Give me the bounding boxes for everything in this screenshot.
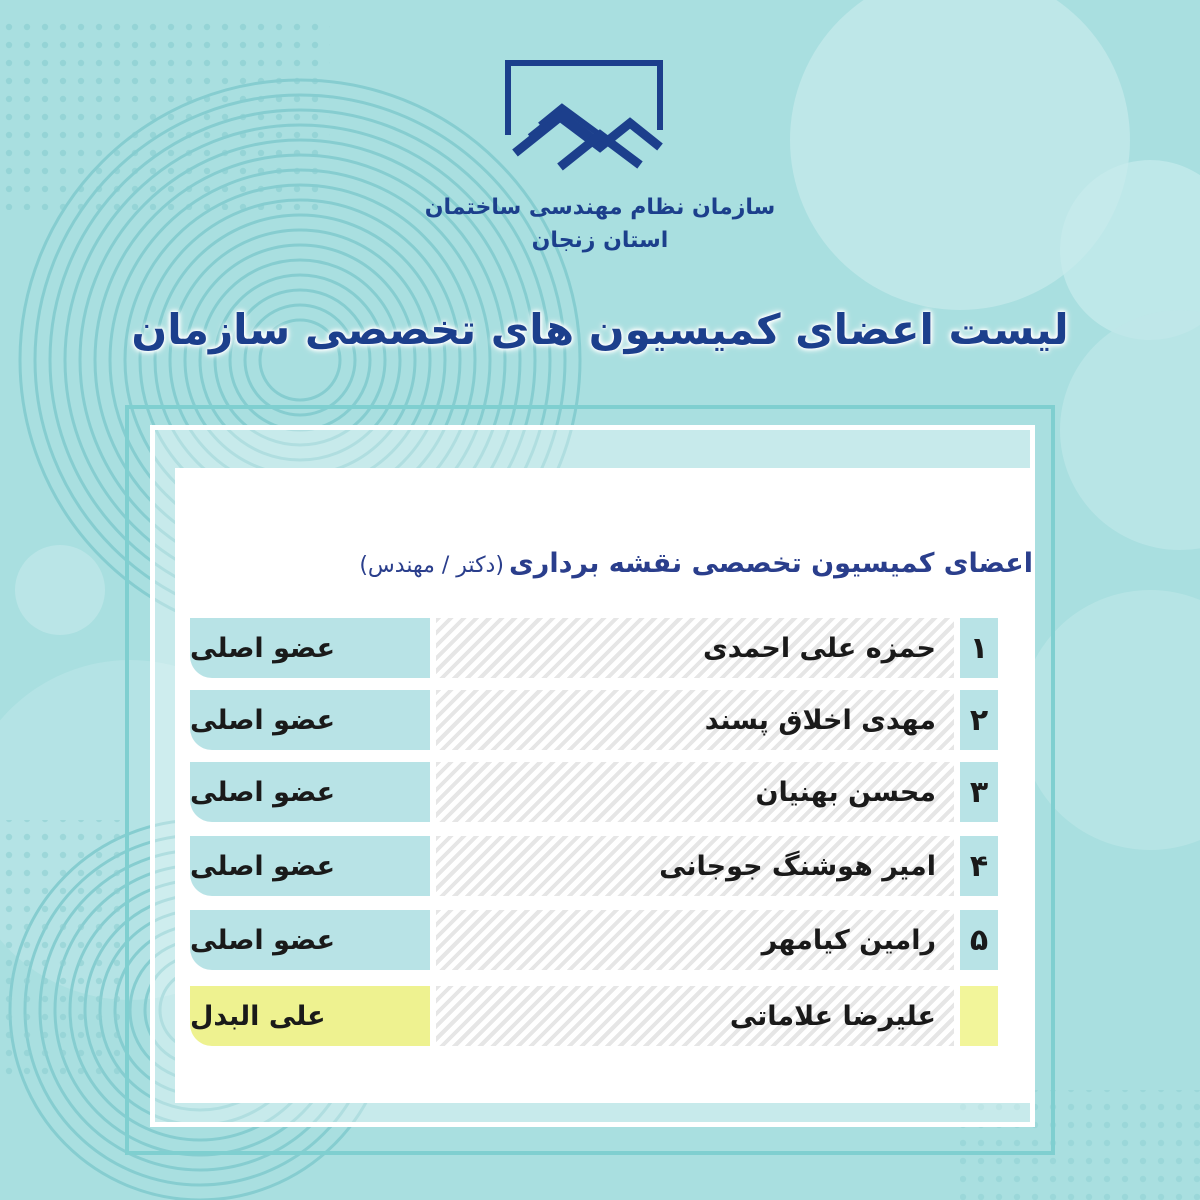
table-row — [190, 618, 998, 678]
row-number: ۱ — [960, 618, 998, 678]
page-title: لیست اعضای کمیسیون های تخصصی سازمان — [131, 305, 1069, 354]
table-row — [190, 836, 998, 896]
member-role: عضو اصلی — [190, 762, 430, 822]
table-row — [190, 910, 998, 970]
row-number — [960, 986, 998, 1046]
member-role: علی البدل — [190, 986, 430, 1046]
member-name: حمزه علی احمدی — [436, 618, 954, 678]
row-number: ۳ — [960, 762, 998, 822]
member-role: عضو اصلی — [190, 910, 430, 970]
organization-name: سازمان نظام مهندسی ساختمان — [424, 195, 776, 220]
row-number: ۴ — [960, 836, 998, 896]
member-role: عضو اصلی — [190, 690, 430, 750]
table-row — [190, 690, 998, 750]
row-number: ۵ — [960, 910, 998, 970]
table-row-alternate — [190, 986, 998, 1046]
member-name: رامین کیامهر — [436, 910, 954, 970]
member-name: علیرضا علاماتی — [436, 986, 954, 1046]
member-role: عضو اصلی — [190, 836, 430, 896]
committee-subtitle: (دکتر / مهندس) — [359, 553, 504, 578]
member-name: مهدی اخلاق پسند — [436, 690, 954, 750]
member-name: محسن بهنیان — [436, 762, 954, 822]
members-panel — [175, 468, 1033, 1103]
panel-heading — [193, 548, 1033, 579]
committee-title: اعضای کمیسیون تخصصی نقشه برداری — [509, 548, 1033, 579]
building-roof-logo-icon — [500, 55, 670, 195]
row-number: ۲ — [960, 690, 998, 750]
member-name: امیر هوشنگ جوجانی — [436, 836, 954, 896]
member-role: عضو اصلی — [190, 618, 430, 678]
organization-province: استان زنجان — [531, 228, 669, 253]
table-row — [190, 762, 998, 822]
